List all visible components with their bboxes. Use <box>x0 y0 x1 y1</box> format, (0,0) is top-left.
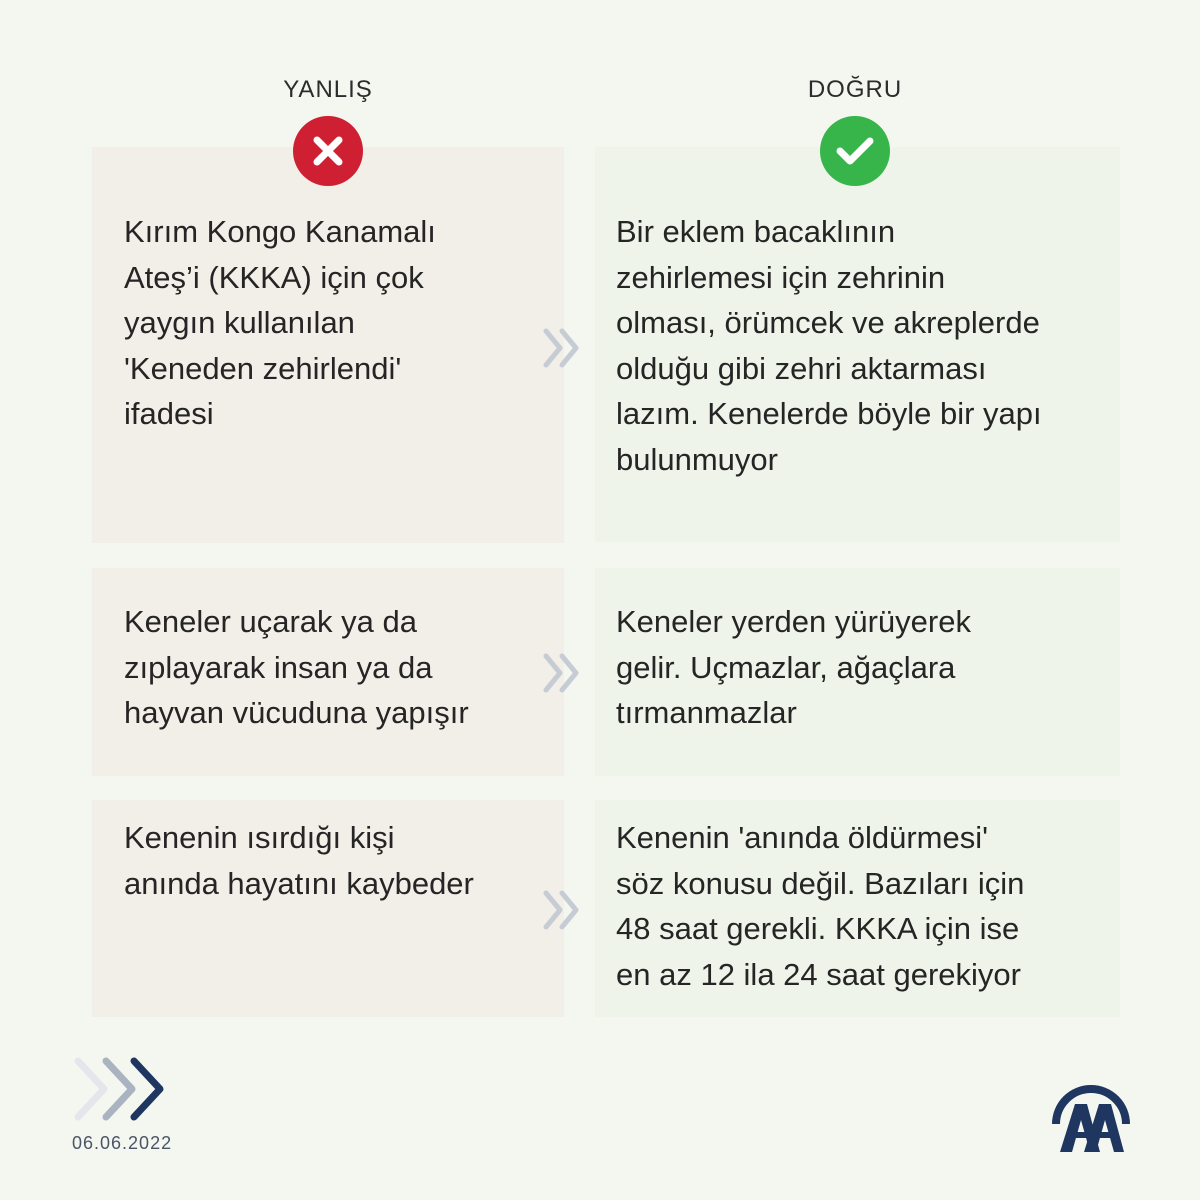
correct-fact-card-2 <box>595 568 1120 776</box>
publish-date: 06.06.2022 <box>72 1133 173 1153</box>
wrong-claim-text: Keneler uçarak ya da zıplayarak insan ya da hayvan vücuduna yapışır <box>124 604 469 730</box>
correct-fact-card-3 <box>595 800 1120 1017</box>
check-icon <box>820 116 890 186</box>
wrong-claim-card-2 <box>92 568 564 776</box>
correct-fact-text: Kenenin 'anında öldürmesi' söz konusu değil. Bazıları için 48 saat gerekli. KKKA için ise en az 12 ila 24 saat gerekiyor <box>616 820 1025 992</box>
correct-fact-text: Bir eklem bacaklının zehirlemesi için zehrinin olması, örümcek ve akreplerde olduğu gibi zehri aktarması lazım. Kenelerde böyle bir yapı bulunmuyor <box>616 214 1042 477</box>
wrong-claim-text: Kenenin ısırdığı kişi anında hayatını kaybeder <box>124 820 474 901</box>
wrong-claim-text: Kırım Kongo Kanamalı Ateş’i (KKKA) için çok yaygın kullanılan 'Keneden zehirlendi' ifadesi <box>124 214 436 431</box>
right-column-title: DOĞRU <box>807 76 903 103</box>
aa-logo-icon <box>1048 1078 1134 1154</box>
correct-fact-card-1 <box>595 147 1120 542</box>
correct-fact-text: Keneler yerden yürüyerek gelir. Uçmazlar, ağaçlara tırmanmazlar <box>616 604 971 730</box>
wrong-claim-card-3 <box>92 800 564 1017</box>
footer-chevrons-icon <box>72 1055 182 1123</box>
wrong-claim-card-1 <box>92 147 564 543</box>
double-chevron-right-icon <box>540 650 586 696</box>
double-chevron-right-icon <box>540 325 586 371</box>
wrong-column-title: YANLIŞ <box>283 76 373 103</box>
cross-icon <box>293 116 363 186</box>
double-chevron-right-icon <box>540 887 586 933</box>
